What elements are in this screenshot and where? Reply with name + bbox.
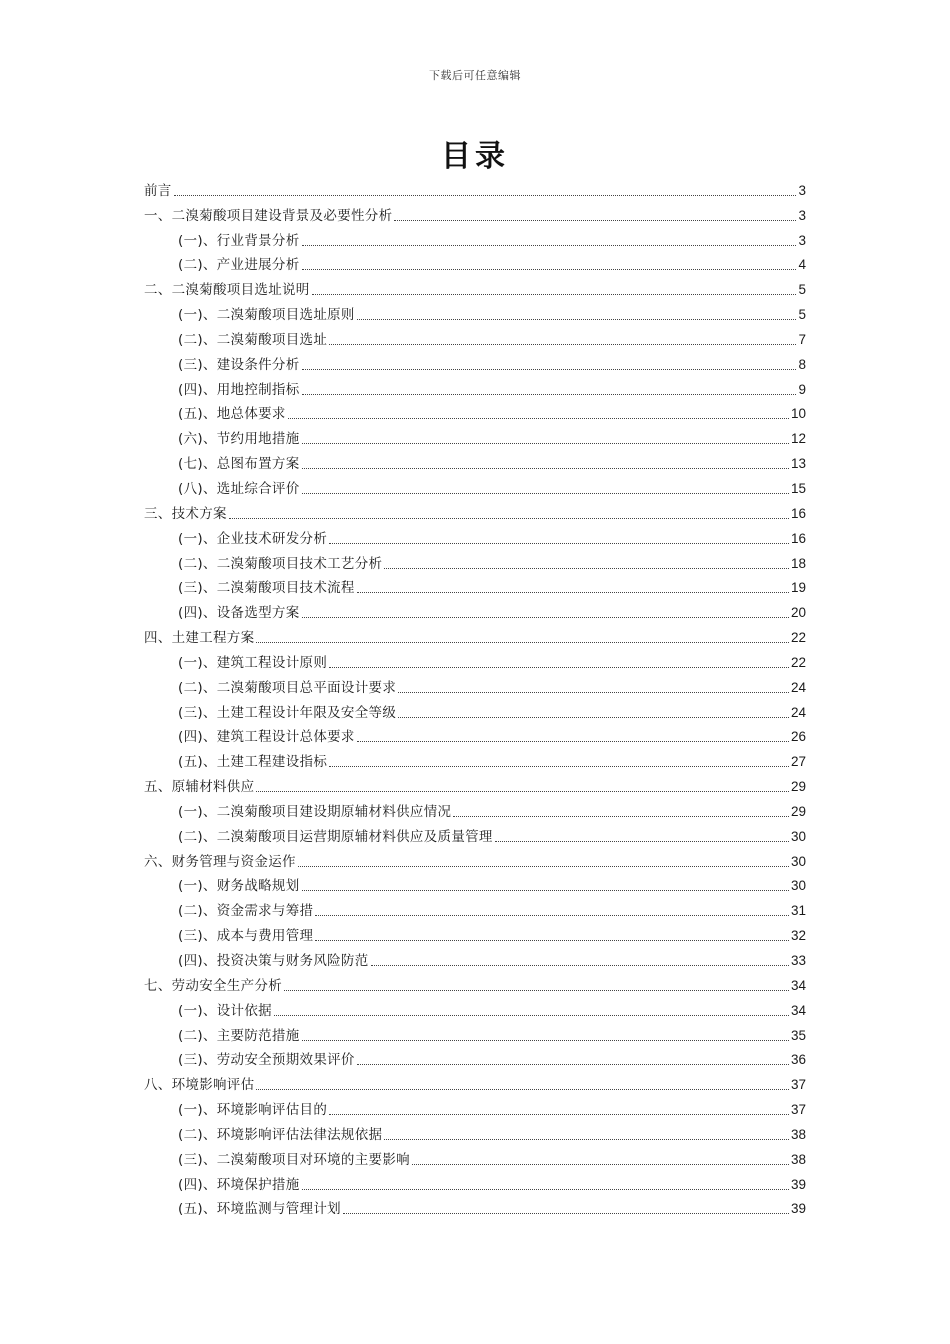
toc-dot-leader — [302, 369, 797, 370]
toc-section-entry[interactable] — [144, 300, 806, 325]
toc-entry-title: (一)、企业技术研发分析 — [178, 530, 328, 547]
toc-page-number: 35 — [790, 1027, 806, 1043]
toc-page-number: 38 — [790, 1151, 806, 1167]
toc-page-number: 3 — [798, 207, 806, 223]
toc-dot-leader — [412, 1164, 789, 1165]
toc-chapter-entry[interactable] — [144, 201, 806, 226]
toc-page-number: 30 — [790, 878, 806, 894]
toc-dot-leader — [302, 394, 797, 395]
toc-page-number: 5 — [798, 282, 806, 298]
toc-chapter-entry[interactable] — [144, 772, 806, 797]
toc-entry-title: (二)、二溴菊酸项目运营期原辅材料供应及质量管理 — [178, 828, 493, 845]
toc-dot-leader — [343, 1213, 789, 1214]
toc-chapter-entry[interactable] — [144, 623, 806, 648]
toc-section-entry[interactable] — [144, 251, 806, 276]
toc-chapter-entry[interactable] — [144, 971, 806, 996]
toc-section-entry[interactable] — [144, 1046, 806, 1071]
toc-dot-leader — [329, 344, 796, 345]
toc-page-number: 32 — [790, 928, 806, 944]
toc-entry-title: (二)、主要防范措施 — [178, 1027, 300, 1044]
toc-dot-leader — [315, 915, 789, 916]
toc-dot-leader — [302, 443, 789, 444]
toc-dot-leader — [174, 195, 797, 196]
toc-chapter-entry[interactable] — [144, 847, 806, 872]
toc-section-entry[interactable] — [144, 946, 806, 971]
toc-page-number: 30 — [790, 828, 806, 844]
toc-entry-title: (三)、成本与费用管理 — [178, 928, 314, 945]
toc-dot-leader — [357, 1064, 789, 1065]
toc-dot-leader — [302, 1040, 789, 1041]
toc-page-number: 3 — [798, 232, 806, 248]
toc-entry-title: (一)、二溴菊酸项目选址原则 — [178, 307, 355, 324]
toc-entry-title: 四、土建工程方案 — [144, 630, 255, 647]
toc-dot-leader — [398, 692, 789, 693]
toc-entry-title: (六)、节约用地措施 — [178, 431, 300, 448]
toc-title: 目录 — [441, 139, 509, 174]
toc-dot-leader — [302, 1189, 789, 1190]
toc-section-entry[interactable] — [144, 325, 806, 350]
toc-page-number: 36 — [790, 1052, 806, 1068]
toc-entry-title: (三)、二溴菊酸项目对环境的主要影响 — [178, 1151, 410, 1168]
toc-page-number: 22 — [790, 654, 806, 670]
toc-dot-leader — [357, 592, 789, 593]
toc-entry-title: (三)、土建工程设计年限及安全等级 — [178, 704, 397, 721]
toc-chapter-entry[interactable] — [144, 499, 806, 524]
toc-page-number: 22 — [790, 630, 806, 646]
toc-page-number: 9 — [798, 381, 806, 397]
toc-dot-leader — [394, 220, 796, 221]
toc-dot-leader — [371, 965, 789, 966]
toc-entry-title: (五)、地总体要求 — [178, 406, 286, 423]
toc-entry-title: (一)、建筑工程设计原则 — [178, 654, 328, 671]
toc-dot-leader — [357, 741, 789, 742]
toc-page-number: 30 — [790, 853, 806, 869]
toc-entry-title: (三)、二溴菊酸项目技术流程 — [178, 580, 355, 597]
toc-page-number: 13 — [790, 456, 806, 472]
toc-dot-leader — [384, 568, 789, 569]
toc-section-entry[interactable] — [144, 1195, 806, 1220]
toc-dot-leader — [256, 791, 789, 792]
toc-entry-title: (四)、建筑工程设计总体要求 — [178, 729, 355, 746]
toc-page-number: 37 — [790, 1077, 806, 1093]
toc-dot-leader — [298, 866, 789, 867]
toc-section-entry[interactable] — [144, 524, 806, 549]
toc-dot-leader — [329, 543, 789, 544]
toc-section-entry[interactable] — [144, 723, 806, 748]
toc-page-number: 20 — [790, 605, 806, 621]
toc-section-entry[interactable] — [144, 1170, 806, 1195]
toc-dot-leader — [302, 617, 789, 618]
toc-entry-title: (一)、财务战略规划 — [178, 878, 300, 895]
toc-section-entry[interactable] — [144, 797, 806, 822]
toc-page-number: 31 — [790, 903, 806, 919]
toc-dot-leader — [229, 518, 789, 519]
toc-entry-title: 二、二溴菊酸项目选址说明 — [144, 282, 310, 299]
page-header-note: 下载后可任意编辑 — [429, 69, 521, 82]
toc-page-number: 15 — [790, 480, 806, 496]
toc-page-number: 5 — [798, 307, 806, 323]
toc-dot-leader — [329, 667, 789, 668]
toc-dot-leader — [284, 990, 789, 991]
toc-entry-title: (四)、用地控制指标 — [178, 381, 300, 398]
toc-page-number: 24 — [790, 679, 806, 695]
toc-entry-title: (四)、环境保护措施 — [178, 1176, 300, 1193]
toc-section-entry[interactable] — [144, 698, 806, 723]
toc-page-number: 29 — [790, 779, 806, 795]
toc-page-number: 4 — [798, 257, 806, 273]
toc-entry-title: (二)、二溴菊酸项目技术工艺分析 — [178, 555, 383, 572]
toc-entry-title: 前言 — [144, 182, 172, 199]
toc-dot-leader — [495, 841, 789, 842]
toc-entry-title: (三)、建设条件分析 — [178, 356, 300, 373]
toc-entry-title: (二)、环境影响评估法律法规依据 — [178, 1126, 383, 1143]
toc-dot-leader — [453, 816, 789, 817]
toc-section-entry[interactable] — [144, 350, 806, 375]
toc-section-entry[interactable] — [144, 226, 806, 251]
toc-dot-leader — [329, 1114, 789, 1115]
toc-section-entry[interactable] — [144, 1021, 806, 1046]
toc-section-entry[interactable] — [144, 872, 806, 897]
toc-entry-title: 三、技术方案 — [144, 505, 227, 522]
toc-entry-title: (二)、资金需求与筹措 — [178, 903, 314, 920]
toc-entry-title: (一)、设计依据 — [178, 1002, 272, 1019]
toc-dot-leader — [302, 269, 797, 270]
toc-entry-title: (八)、选址综合评价 — [178, 480, 300, 497]
toc-entry-title: (七)、总图布置方案 — [178, 456, 300, 473]
toc-section-entry[interactable] — [144, 598, 806, 623]
toc-entry-title: 一、二溴菊酸项目建设背景及必要性分析 — [144, 207, 393, 224]
toc-page-number: 7 — [798, 331, 806, 347]
toc-chapter-entry[interactable] — [144, 176, 806, 201]
toc-entry-title: (四)、设备选型方案 — [178, 605, 300, 622]
toc-dot-leader — [256, 642, 789, 643]
toc-dot-leader — [398, 717, 789, 718]
toc-page-number: 37 — [790, 1102, 806, 1118]
toc-dot-leader — [256, 1089, 789, 1090]
toc-section-entry[interactable] — [144, 747, 806, 772]
toc-dot-leader — [329, 766, 789, 767]
toc-entry-title: (四)、投资决策与财务风险防范 — [178, 953, 369, 969]
toc-entry-title: (二)、产业进展分析 — [178, 257, 300, 274]
toc-dot-leader — [302, 468, 789, 469]
toc-section-entry[interactable] — [144, 996, 806, 1021]
toc-dot-leader — [312, 294, 797, 295]
toc-page-number: 34 — [790, 1002, 806, 1018]
toc-page-number: 26 — [790, 729, 806, 745]
toc-section-entry[interactable] — [144, 574, 806, 599]
toc-entry-title: (一)、环境影响评估目的 — [178, 1102, 328, 1119]
toc-dot-leader — [274, 1015, 789, 1016]
toc-page-number: 33 — [790, 953, 806, 968]
toc-page-number: 8 — [798, 356, 806, 372]
toc-dot-leader — [302, 493, 789, 494]
toc-entry-title: (一)、二溴菊酸项目建设期原辅材料供应情况 — [178, 803, 452, 820]
toc-section-entry[interactable] — [144, 549, 806, 574]
toc-section-entry[interactable] — [144, 375, 806, 400]
toc-section-entry[interactable] — [144, 1095, 806, 1120]
toc-page-number: 39 — [790, 1201, 806, 1217]
toc-dot-leader — [357, 319, 797, 320]
toc-section-entry[interactable] — [144, 474, 806, 499]
toc-page-number: 18 — [790, 555, 806, 571]
toc-entry-title: (三)、劳动安全预期效果评价 — [178, 1052, 355, 1069]
toc-dot-leader — [384, 1139, 789, 1140]
toc-page-number: 27 — [790, 754, 806, 770]
toc-entry-title: (五)、土建工程建设指标 — [178, 754, 328, 771]
toc-page-number: 10 — [790, 406, 806, 422]
toc-section-entry[interactable] — [144, 400, 806, 425]
toc-entry-title: (二)、二溴菊酸项目选址 — [178, 331, 328, 348]
toc-page-number: 38 — [790, 1126, 806, 1142]
toc-section-entry[interactable] — [144, 1120, 806, 1145]
toc-entry-title: 七、劳动安全生产分析 — [144, 977, 282, 994]
toc-dot-leader — [302, 245, 797, 246]
toc-dot-leader — [315, 940, 789, 941]
toc-entry-title: 六、财务管理与资金运作 — [144, 853, 296, 870]
toc-dot-leader — [302, 890, 789, 891]
toc-dot-leader — [288, 418, 789, 419]
toc-entry-title: 八、环境影响评估 — [144, 1077, 255, 1094]
toc-entry-title: (二)、二溴菊酸项目总平面设计要求 — [178, 679, 397, 696]
toc-page-number: 16 — [790, 505, 806, 521]
toc-section-entry[interactable] — [144, 896, 806, 921]
toc-section-entry[interactable] — [144, 1145, 806, 1170]
toc-section-entry[interactable] — [144, 921, 806, 946]
toc-page-number: 29 — [790, 803, 806, 819]
toc-section-entry[interactable] — [144, 822, 806, 847]
toc-page-number: 24 — [790, 704, 806, 720]
toc-chapter-entry[interactable] — [144, 1070, 806, 1095]
table-of-contents — [144, 176, 806, 1219]
toc-page-number: 34 — [790, 977, 806, 993]
toc-page-number: 3 — [798, 182, 806, 198]
toc-section-entry[interactable] — [144, 449, 806, 474]
toc-page-number: 19 — [790, 580, 806, 596]
toc-page-number: 16 — [790, 530, 806, 546]
toc-section-entry[interactable] — [144, 648, 806, 673]
toc-page-number: 39 — [790, 1176, 806, 1192]
toc-entry-title: (一)、行业背景分析 — [178, 232, 300, 249]
toc-entry-title: 五、原辅材料供应 — [144, 779, 255, 796]
toc-section-entry[interactable] — [144, 673, 806, 698]
toc-page-number: 12 — [790, 431, 806, 447]
toc-chapter-entry[interactable] — [144, 275, 806, 300]
toc-section-entry[interactable] — [144, 424, 806, 449]
toc-entry-title: (五)、环境监测与管理计划 — [178, 1201, 341, 1218]
